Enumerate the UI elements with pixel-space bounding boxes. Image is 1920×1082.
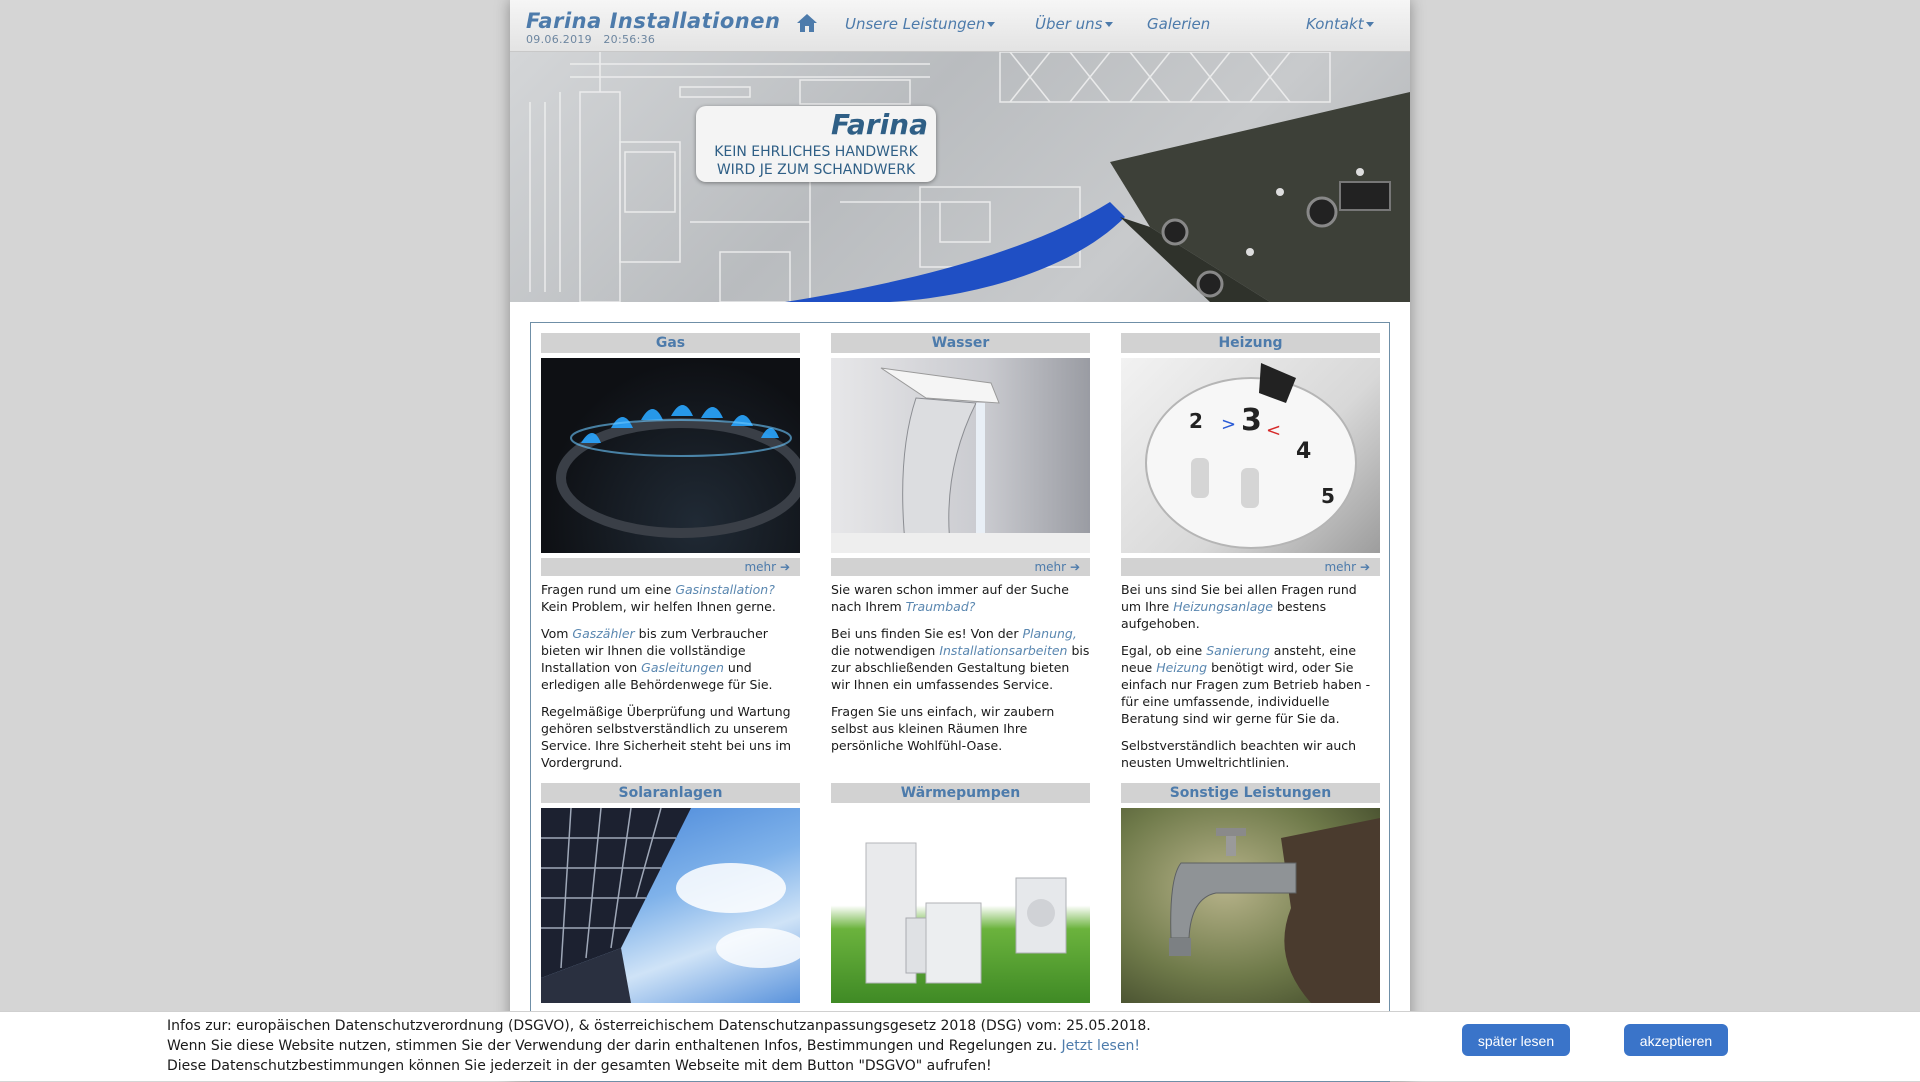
arrow-right-icon: ➔ xyxy=(779,560,790,574)
solar-panel-image[interactable] xyxy=(541,808,800,1003)
gas-flame-image[interactable] xyxy=(541,358,800,553)
svg-text:4: 4 xyxy=(1296,439,1312,464)
text: bis zum Verbraucher bieten wir Ihnen die vollständige Installation von xyxy=(541,626,768,675)
arrow-right-icon: ➔ xyxy=(1069,560,1080,574)
link-gasleitungen[interactable]: Gasleitungen xyxy=(641,660,724,675)
service-gas xyxy=(541,333,800,781)
section-title-solaranlagen[interactable]: Solaranlagen xyxy=(541,783,800,803)
cookie-line-2 xyxy=(167,1036,1151,1056)
service-waermepumpen xyxy=(831,783,1090,1003)
text: benötigt wird, oder Sie einfach nur Fragen zum Betrieb haben - für eine umfassende, individuelle Beratung sind wir gerne für Sie da. xyxy=(1121,660,1371,726)
heat-pump-image[interactable] xyxy=(831,808,1090,1003)
chevron-down-icon xyxy=(987,22,995,27)
nav-label: Unsere Leistungen xyxy=(845,15,986,33)
hero-logo: Farina xyxy=(830,108,928,141)
site-title[interactable]: Farina Installationen xyxy=(526,9,781,33)
svg-text:3: 3 xyxy=(1241,403,1262,438)
nav-label: Galerien xyxy=(1147,15,1211,33)
service-wasser xyxy=(831,333,1090,764)
text: die notwendigen xyxy=(831,643,940,658)
more-link-heizung[interactable] xyxy=(1121,558,1380,576)
text: Regelmäßige Überprüfung und Wartung gehören selbstverständlich zu unserem Service. Ihre Sicherheit steht bei uns im Vordergrund. xyxy=(541,704,792,770)
text: Fragen Sie uns einfach, wir zaubern selbst aus kleinen Räumen Ihre persönliche Wohlfühl-Oase. xyxy=(831,704,1055,753)
more-label: mehr xyxy=(1034,560,1067,574)
text: und erledigen alle Behördenwege für Sie. xyxy=(541,660,773,692)
link-gasinstallation[interactable]: Gasinstallation? xyxy=(675,582,775,597)
more-label: mehr xyxy=(744,560,777,574)
text: bestens aufgehoben. xyxy=(1121,599,1327,631)
cookie-line-3: Diese Datenschutzbestimmungen können Sie jederzeit in der gesamten Webseite mit dem Button "DSGVO" aufrufen! xyxy=(167,1058,992,1074)
read-later-button[interactable]: später lesen xyxy=(1462,1024,1570,1056)
current-time: 20:56:36 xyxy=(603,33,656,46)
cookie-consent-bar xyxy=(0,1011,1920,1081)
text: Vom xyxy=(541,626,573,641)
hero-slogan-badge xyxy=(696,106,936,182)
text: Bei uns finden Sie es! Von der xyxy=(831,626,1023,641)
text: Sie waren schon immer auf der Suche nach Ihrem xyxy=(831,582,1069,614)
service-heizung xyxy=(1121,333,1380,781)
section-title-sonstige-leistungen[interactable]: Sonstige Leistungen xyxy=(1121,783,1380,803)
arrow-right-icon: ➔ xyxy=(1359,560,1370,574)
text: Fragen rund um eine xyxy=(541,582,676,597)
nav-label: Über uns xyxy=(1035,15,1103,33)
slogan-line-2: WIRD JE ZUM SCHANDWERK xyxy=(716,162,916,178)
more-link-wasser[interactable] xyxy=(831,558,1090,576)
nav-kontakt[interactable] xyxy=(1306,15,1374,33)
more-link-gas[interactable] xyxy=(541,558,800,576)
accept-button[interactable]: akzeptieren xyxy=(1624,1024,1728,1056)
text: Egal, ob eine xyxy=(1121,643,1207,658)
nav-label: Kontakt xyxy=(1306,15,1364,33)
text: Kein Problem, wir helfen Ihnen gerne. xyxy=(541,599,776,614)
section-title-waermepumpen[interactable]: Wärmepumpen xyxy=(831,783,1090,803)
svg-text:5: 5 xyxy=(1321,484,1335,508)
cookie-line-1: Infos zur: europäischen Datenschutzverordnung (DSGVO), & österreichischem Datenschutzanpassungsgesetz 2018 (DSG) vom: 25.05.2018. xyxy=(167,1018,1151,1034)
page-container xyxy=(510,0,1410,1080)
home-icon[interactable] xyxy=(796,13,818,33)
text: Bei uns sind Sie bei allen Fragen rund um Ihre xyxy=(1121,582,1357,614)
text: Wenn Sie diese Website nutzen, stimmen Sie der Verwendung der darin enthaltenen Infos, Bestimmungen und Regelungen zu. xyxy=(167,1038,1058,1054)
text: Selbstverständlich beachten wir auch neusten Umweltrichtlinien. xyxy=(1121,738,1357,770)
link-sanierung[interactable]: Sanierung xyxy=(1206,643,1270,658)
chevron-down-icon xyxy=(1366,22,1374,27)
nav-ueber-uns[interactable] xyxy=(1035,15,1113,33)
svg-text:2: 2 xyxy=(1189,409,1203,433)
wasser-description xyxy=(831,581,1090,754)
blueprint-illustration xyxy=(510,52,1410,302)
link-gaszaehler[interactable]: Gaszähler xyxy=(572,626,635,641)
svg-text:<: < xyxy=(1266,420,1282,441)
link-planung[interactable]: Planung, xyxy=(1022,626,1077,641)
date-time xyxy=(526,33,655,46)
top-navigation xyxy=(510,0,1410,52)
svg-text:>: > xyxy=(1221,414,1237,435)
section-title-wasser[interactable]: Wasser xyxy=(831,333,1090,353)
service-solaranlagen xyxy=(541,783,800,1003)
link-heizungsanlage[interactable]: Heizungsanlage xyxy=(1173,599,1273,614)
text: bis zur abschließenden Gestaltung bieten wir Ihnen ein umfassendes Service. xyxy=(831,643,1090,692)
text: ansteht, eine neue xyxy=(1121,643,1357,675)
link-installationsarbeiten[interactable]: Installationsarbeiten xyxy=(939,643,1068,658)
services-panel xyxy=(530,322,1390,1082)
chevron-down-icon xyxy=(1105,22,1113,27)
link-heizung[interactable]: Heizung xyxy=(1156,660,1208,675)
water-faucet-image[interactable] xyxy=(831,358,1090,553)
section-title-gas[interactable]: Gas xyxy=(541,333,800,353)
gas-description xyxy=(541,581,800,771)
outdoor-tap-image[interactable] xyxy=(1121,808,1380,1003)
current-date: 09.06.2019 xyxy=(526,33,592,46)
read-now-link[interactable]: Jetzt lesen! xyxy=(1061,1038,1140,1054)
nav-unsere-leistungen[interactable] xyxy=(845,15,995,33)
slogan-line-1: KEIN EHRLICHES HANDWERK xyxy=(714,144,918,160)
nav-galerien[interactable] xyxy=(1147,15,1210,33)
more-label: mehr xyxy=(1324,560,1357,574)
link-traumbad[interactable]: Traumbad? xyxy=(905,599,976,614)
cookie-notice-text xyxy=(167,1016,1151,1076)
hero-banner xyxy=(510,52,1410,302)
thermostat-image[interactable] xyxy=(1121,358,1380,553)
heizung-description xyxy=(1121,581,1380,771)
section-title-heizung[interactable]: Heizung xyxy=(1121,333,1380,353)
service-sonstige-leistungen xyxy=(1121,783,1380,1003)
